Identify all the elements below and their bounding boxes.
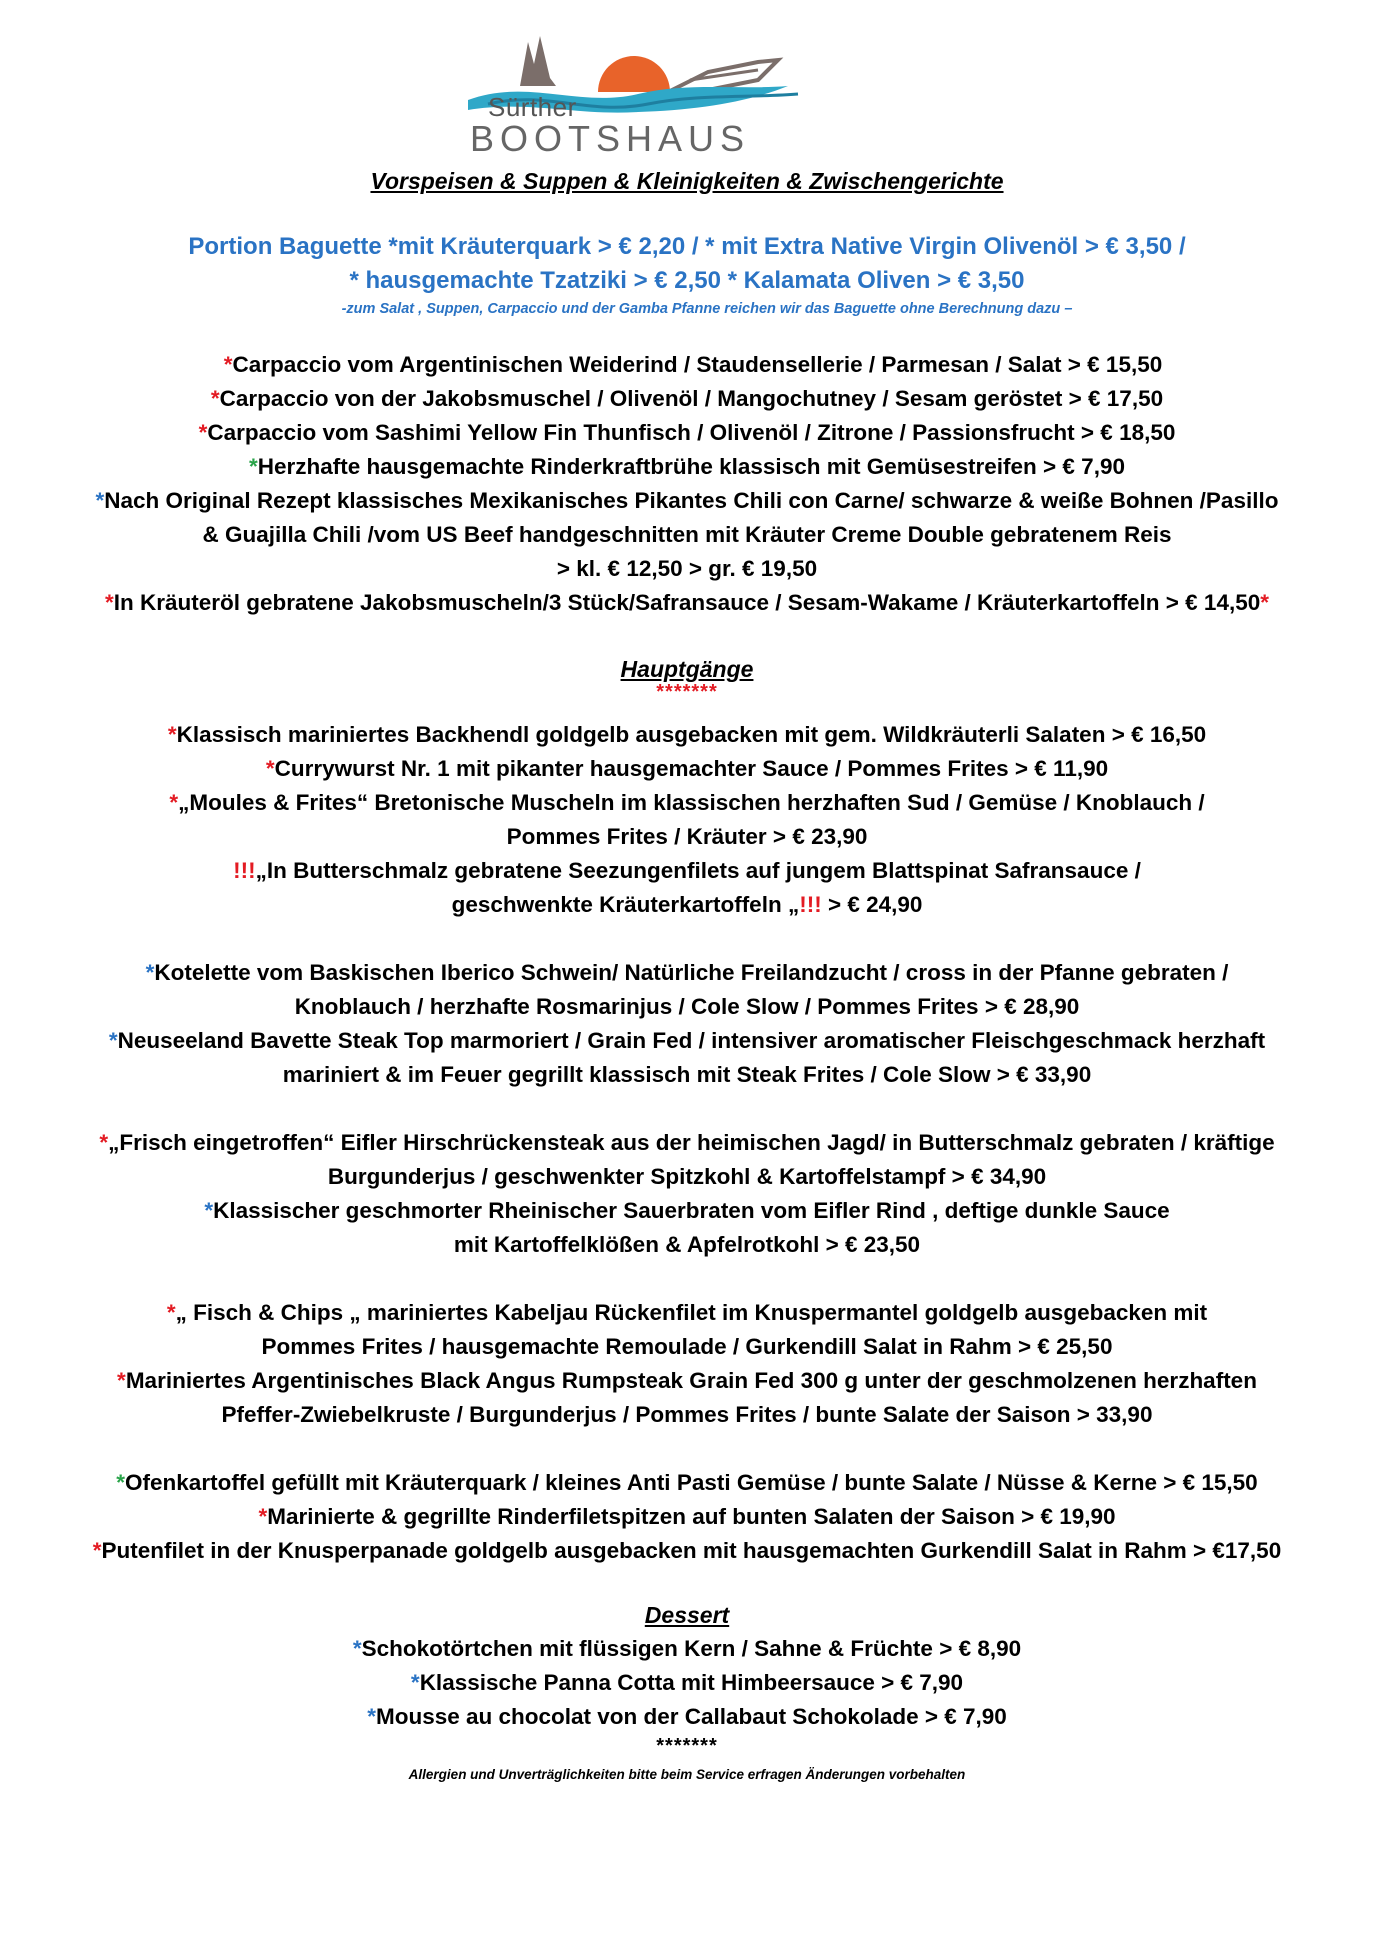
menu-item-price: > kl. € 12,50 > gr. € 19,50 (556, 556, 818, 581)
menu-item-continued: Pommes Frites / Kräuter > € 23,90 (506, 824, 868, 849)
menu-item: *Ofenkartoffel gefüllt mit Kräuterquark / kleines Anti Pasti Gemüse / bunte Salate / Nüsse & Kerne > € 15,50 (116, 1470, 1258, 1495)
menu-item-continued: Knoblauch / herzhafte Rosmarinjus / Cole Slow / Pommes Frites > € 28,90 (294, 994, 1080, 1019)
menu-item: *Kotelette vom Baskischen Iberico Schwein/ Natürliche Freilandzucht / cross in der Pfanne gebraten / (145, 960, 1229, 985)
menu-item: *Klassischer geschmorter Rheinischer Sauerbraten vom Eifler Rind , deftige dunkle Sauce (204, 1198, 1170, 1223)
menu-item: *Neuseeland Bavette Steak Top marmoriert / Grain Fed / intensiver aromatischer Fleischgeschmack herzhaft (108, 1028, 1266, 1053)
bread-line-1: Portion Baguette *mit Kräuterquark > € 2,20 / * mit Extra Native Virgin Olivenöl > € 3,50 / (188, 233, 1186, 260)
menu-item: *Currywurst Nr. 1 mit pikanter hausgemachter Sauce / Pommes Frites > € 11,90 (265, 756, 1109, 781)
menu-item: *Klassisch mariniertes Backhendl goldgelb ausgebacken mit gem. Wildkräuterli Salaten > € 16,50 (167, 722, 1207, 747)
menu-item: *Carpaccio vom Sashimi Yellow Fin Thunfisch / Olivenöl / Zitrone / Passionsfrucht > € 18,50 (198, 420, 1176, 445)
menu-item: *Klassische Panna Cotta mit Himbeersauce > € 7,90 (410, 1670, 964, 1695)
menu-item-continued: mariniert & im Feuer gegrillt klassisch mit Steak Frites / Cole Slow > € 33,90 (282, 1062, 1092, 1087)
menu-item: *Marinierte & gegrillte Rinderfiletspitzen auf bunten Salaten der Saison > € 19,90 (258, 1504, 1116, 1529)
menu-item: *„ Fisch & Chips „ mariniertes Kabeljau Rückenfilet im Knuspermantel goldgelb ausgebacken mit (166, 1300, 1208, 1325)
menu-item: *Carpaccio von der Jakobsmuschel / Olivenöl / Mangochutney / Sesam geröstet > € 17,50 (210, 386, 1164, 411)
end-stars: ******* (656, 1735, 718, 1757)
menu-item: *In Kräuteröl gebratene Jakobsmuscheln/3 Stück/Safransauce / Sesam-Wakame / Kräuterkartoffeln > € 14,50* (104, 590, 1270, 615)
menu-item: *Mousse au chocolat von der Callabaut Schokolade > € 7,90 (367, 1704, 1007, 1729)
menu-item: *„Frisch eingetroffen“ Eifler Hirschrückensteak aus der heimischen Jagd/ in Butterschmalz gebraten / kräftige (99, 1130, 1275, 1155)
allergy-footer: Allergien und Unverträglichkeiten bitte beim Service erfragen Änderungen vorbehalten (408, 1767, 966, 1782)
menu-item-continued: geschwenkte Kräuterkartoffeln „!!! > € 24,90 (451, 892, 923, 917)
menu-item: *Herzhafte hausgemachte Rinderkraftbrühe klassisch mit Gemüsestreifen > € 7,90 (249, 454, 1125, 479)
mains-heading: Hauptgänge (620, 656, 754, 682)
menu-item: *Putenfilet in der Knusperpanade goldgelb ausgebacken mit hausgemachten Gurkendill Salat in Rahm > €17,50 (92, 1538, 1282, 1563)
menu-item-continued: Pommes Frites / hausgemachte Remoulade / Gurkendill Salat in Rahm > € 25,50 (261, 1334, 1113, 1359)
menu-item: *„Moules & Frites“ Bretonische Muscheln im klassischen herzhaften Sud / Gemüse / Knoblauch / (169, 790, 1205, 815)
menu-item: *Nach Original Rezept klassisches Mexikanisches Pikantes Chili con Carne/ schwarze & weiße Bohnen /Pasillo (95, 488, 1279, 513)
bread-note: -zum Salat , Suppen, Carpaccio und der Gamba Pfanne reichen wir das Baguette ohne Berechnung dazu – (341, 301, 1073, 317)
menu-item: *Schokotörtchen mit flüssigen Kern / Sahne & Früchte > € 8,90 (352, 1636, 1022, 1661)
menu-item: *Mariniertes Argentinisches Black Angus Rumpsteak Grain Fed 300 g unter der geschmolzenen herzhaften (117, 1368, 1257, 1393)
mains-stars: ******* (656, 681, 718, 703)
starters-heading: Vorspeisen & Suppen & Kleinigkeiten & Zwischengerichte (370, 168, 1004, 194)
menu-item-continued: & Guajilla Chili /vom US Beef handgeschnitten mit Kräuter Creme Double gebratenem Reis (202, 522, 1172, 547)
menu-item-continued: mit Kartoffelklößen & Apfelrotkohl > € 23,50 (453, 1232, 921, 1257)
menu-item-continued: Pfeffer-Zwiebelkruste / Burgunderjus / Pommes Frites / bunte Salate der Saison > 33,90 (221, 1402, 1153, 1427)
dessert-heading: Dessert (644, 1602, 730, 1628)
bread-line-2: * hausgemachte Tzatziki > € 2,50 * Kalamata Oliven > € 3,50 (349, 267, 1025, 294)
menu-item: !!!„In Butterschmalz gebratene Seezungenfilets auf jungem Blattspinat Safransauce / (233, 858, 1141, 883)
menu-item: *Carpaccio vom Argentinischen Weiderind / Staudensellerie / Parmesan / Salat > € 15,50 (223, 352, 1163, 377)
brand-name: BOOTSHAUS (470, 118, 751, 159)
menu-item-continued: Burgunderjus / geschwenkter Spitzkohl & Kartoffelstampf > € 34,90 (327, 1164, 1047, 1189)
brand-subtitle: Sürther (488, 92, 577, 122)
